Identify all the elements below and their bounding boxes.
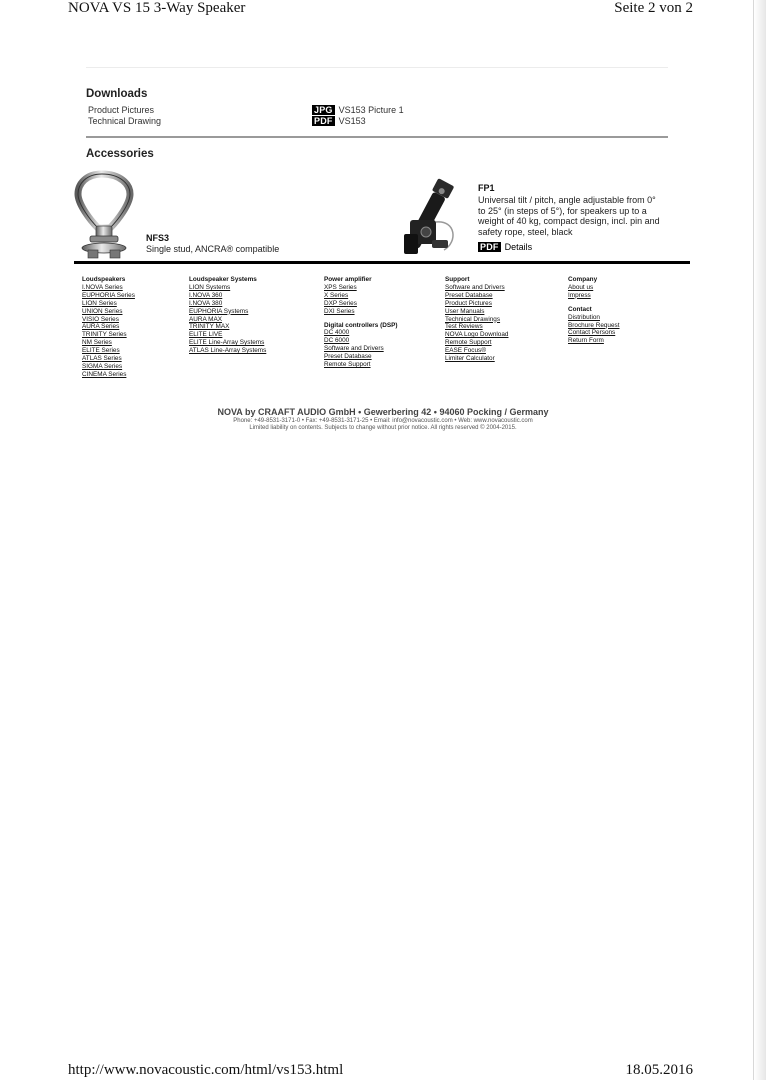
footer-link[interactable]: Remote Support xyxy=(445,339,492,347)
footer-heading: Loudspeakers xyxy=(82,276,126,283)
footer-link[interactable]: Remote Support xyxy=(324,361,371,369)
print-date: 18.05.2016 xyxy=(625,1062,693,1078)
pdf-file-icon: PDF xyxy=(480,242,499,252)
description-line: weight of 40 kg, compact design, incl. pin and xyxy=(478,216,660,226)
footer-link[interactable]: AURA MAX xyxy=(189,315,223,323)
accessories-title: Accessories xyxy=(86,148,154,160)
pdf-file-icon: PDF xyxy=(314,116,333,126)
accessory-name-nfs3[interactable]: NFS3 xyxy=(146,233,170,243)
nfs3-product-image[interactable] xyxy=(72,170,136,262)
top-divider xyxy=(86,67,668,68)
accessory-description-fp1 xyxy=(478,195,660,237)
accessory-name-fp1[interactable]: FP1 xyxy=(478,183,495,193)
footer-link[interactable]: UNION Series xyxy=(82,307,123,315)
footer-link[interactable]: LION Series xyxy=(82,299,117,307)
description-line: Universal tilt / pitch, angle adjustable from 0° xyxy=(478,195,656,205)
footer-link[interactable]: Brochure Request xyxy=(568,321,620,329)
download-file-name: VS153 xyxy=(338,116,366,126)
footer-column-support xyxy=(445,276,508,363)
legal-notice: Limited liability on contents. Subjects to change without prior notice. All rights reserved © 2004-2015. xyxy=(249,425,517,431)
company-contact: Phone: +49-8531-3171-0 • Fax: +49-8531-3171-25 • Email: info@novacoustic.com • Web: www.novacoustic.com xyxy=(233,418,533,424)
footer-heading: Power amplifier xyxy=(324,276,372,283)
download-file-name: VS153 Picture 1 xyxy=(338,105,404,115)
footer-link[interactable]: ATLAS Series xyxy=(82,355,122,363)
footer-link[interactable]: ATLAS Line-Array Systems xyxy=(189,347,267,355)
footer-link[interactable]: DXP Series xyxy=(324,299,357,307)
footer-link[interactable]: Test Reviews xyxy=(445,323,483,331)
jpg-file-icon: JPG xyxy=(314,105,333,115)
footer-heading: Digital controllers (DSP) xyxy=(324,321,398,329)
footer-link[interactable]: DC 4000 xyxy=(324,329,350,337)
download-link-picture[interactable] xyxy=(312,105,404,115)
footer-link[interactable]: User Manuals xyxy=(445,307,485,315)
footer-link[interactable]: NOVA Logo Download xyxy=(445,331,509,339)
page-number: Seite 2 von 2 xyxy=(614,0,693,16)
fp1-product-image[interactable] xyxy=(396,162,474,258)
footer-divider xyxy=(74,261,690,264)
footer-column-company xyxy=(568,276,620,345)
description-line: to 25° (in steps of 5°), for speakers up to a xyxy=(478,205,647,216)
footer-link[interactable]: Distribution xyxy=(568,313,600,321)
footer-link[interactable]: DC 6000 xyxy=(324,337,350,345)
footer-link[interactable]: ELITE LIVE xyxy=(189,331,223,339)
footer-column-power xyxy=(324,276,398,369)
footer-column-systems xyxy=(189,276,266,355)
fp1-details-link[interactable] xyxy=(478,242,532,252)
footer-link[interactable]: EUPHORIA Systems xyxy=(189,307,249,315)
footer-link[interactable]: XPS Series xyxy=(324,283,357,291)
footer-link[interactable]: I.NOVA 360 xyxy=(189,291,223,299)
footer-heading: Loudspeaker Systems xyxy=(189,276,257,283)
details-link-text: Details xyxy=(504,242,533,252)
footer-link[interactable]: Software and Drivers xyxy=(324,345,384,353)
section-divider xyxy=(86,136,668,138)
footer-link[interactable]: ELITE Series xyxy=(82,347,120,355)
download-link-drawing[interactable] xyxy=(312,116,366,126)
downloads-title: Downloads xyxy=(86,88,148,100)
document-title: NOVA VS 15 3-Way Speaker xyxy=(68,0,246,16)
footer-heading: Contact xyxy=(568,305,592,313)
footer-link[interactable]: I.NOVA 380 xyxy=(189,299,223,307)
footer-column-loudspeakers xyxy=(82,276,135,379)
footer-heading: Support xyxy=(445,276,470,283)
footer-link[interactable]: DXI Series xyxy=(324,307,355,315)
footer-link[interactable]: VISIO Series xyxy=(82,315,119,323)
footer-link[interactable]: Product Pictures xyxy=(445,299,492,307)
footer-link[interactable]: LION Systems xyxy=(189,283,231,291)
footer-link[interactable]: Contact Persons xyxy=(568,329,616,337)
footer-link[interactable]: CINEMA Series xyxy=(82,370,127,378)
footer-link[interactable]: X Series xyxy=(324,291,349,299)
footer-link[interactable]: ELITE Line-Array Systems xyxy=(189,339,265,347)
download-label-technical-drawing: Technical Drawing xyxy=(88,116,162,126)
page-url: http://www.novacoustic.com/html/vs153.html xyxy=(68,1062,344,1078)
footer-link[interactable]: NM Series xyxy=(82,339,112,347)
page-edge xyxy=(753,0,766,1080)
footer-link[interactable]: Preset Database xyxy=(324,353,372,361)
description-line: safety rope, steel, black xyxy=(478,226,573,237)
footer-link[interactable]: Return Form xyxy=(568,337,604,345)
download-label-product-pictures: Product Pictures xyxy=(88,105,155,115)
footer-link[interactable]: About us xyxy=(568,283,594,291)
footer-link[interactable]: Technical Drawings xyxy=(445,315,501,323)
footer-link[interactable]: TRINITY MAX xyxy=(189,323,230,331)
footer-link[interactable]: AURA Series xyxy=(82,323,120,331)
footer-heading: Company xyxy=(568,276,598,283)
footer-link[interactable]: TRINITY Series xyxy=(82,331,127,339)
company-address: NOVA by CRAAFT AUDIO GmbH • Gewerbering 42 • 94060 Pocking / Germany xyxy=(217,407,549,417)
footer-link[interactable]: I.NOVA Series xyxy=(82,283,123,291)
footer-link[interactable]: EUPHORIA Series xyxy=(82,291,135,299)
footer-link[interactable]: EASE Focus® xyxy=(445,347,486,355)
footer-link[interactable]: SIGMA Series xyxy=(82,362,123,370)
footer-link[interactable]: Software and Drivers xyxy=(445,283,505,291)
footer-link[interactable]: Preset Database xyxy=(445,291,493,299)
footer-link[interactable]: Impress xyxy=(568,291,591,299)
footer-link[interactable]: Limiter Calculator xyxy=(445,355,495,363)
accessory-description-nfs3: Single stud, ANCRA® compatible xyxy=(146,244,280,254)
